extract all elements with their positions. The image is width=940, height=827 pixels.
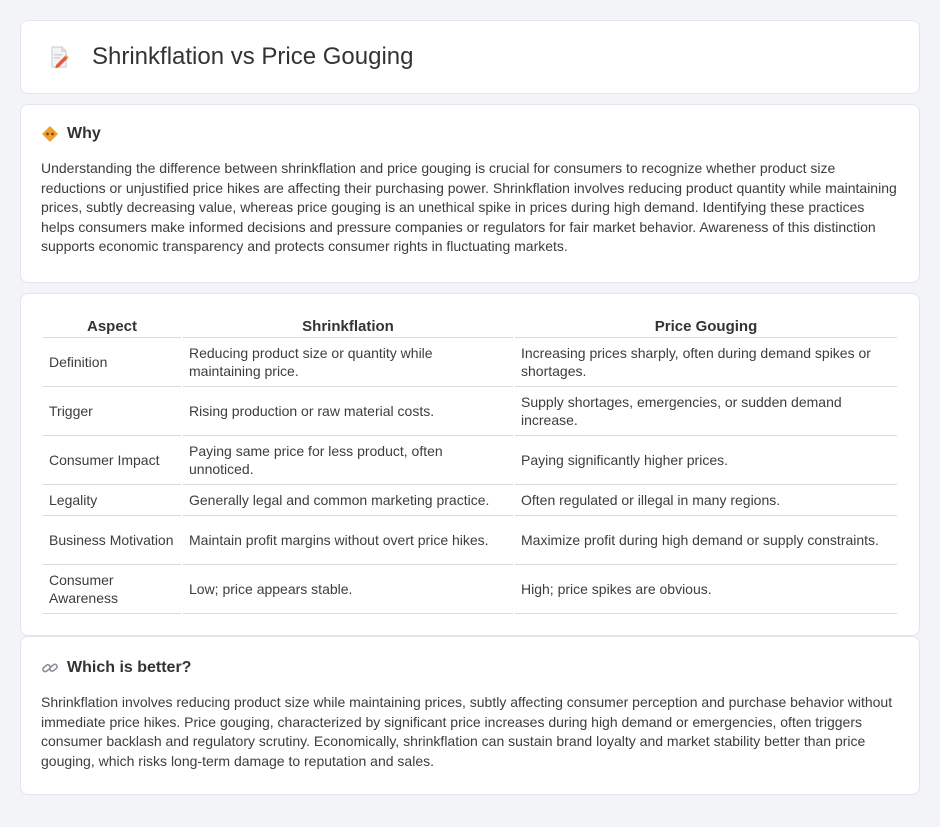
- why-heading: Why: [67, 125, 101, 142]
- shrinkflation-cell: Maintain profit margins without overt price hikes.: [183, 516, 513, 565]
- better-section: [20, 636, 920, 795]
- title-card: [20, 20, 920, 94]
- comparison-table: [41, 314, 899, 614]
- table-header-row: [43, 314, 897, 338]
- aspect-cell: Consumer Awareness: [43, 565, 181, 614]
- table-row: [43, 387, 897, 436]
- document-pencil-icon: [47, 45, 71, 69]
- why-section: [20, 104, 920, 283]
- why-header: [41, 125, 899, 143]
- better-heading: Which is better?: [67, 659, 192, 676]
- header-shrinkflation: Shrinkflation: [183, 314, 513, 338]
- table-row: [43, 338, 897, 387]
- gouging-cell: Supply shortages, emergencies, or sudden demand increase.: [515, 387, 897, 436]
- gouging-cell: High; price spikes are obvious.: [515, 565, 897, 614]
- header-aspect: Aspect: [43, 314, 181, 338]
- link-icon: [41, 659, 59, 677]
- gouging-cell: Maximize profit during high demand or supply constraints.: [515, 516, 897, 565]
- shrinkflation-cell: Low; price appears stable.: [183, 565, 513, 614]
- gouging-cell: Increasing prices sharply, often during demand spikes or shortages.: [515, 338, 897, 387]
- aspect-cell: Consumer Impact: [43, 436, 181, 485]
- shrinkflation-cell: Reducing product size or quantity while maintaining price.: [183, 338, 513, 387]
- header-price-gouging: Price Gouging: [515, 314, 897, 338]
- aspect-cell: Legality: [43, 485, 181, 516]
- gouging-cell: Paying significantly higher prices.: [515, 436, 897, 485]
- table-row: [43, 516, 897, 565]
- shrinkflation-cell: Paying same price for less product, often unnoticed.: [183, 436, 513, 485]
- aspect-cell: Business Motivation: [43, 516, 181, 565]
- comparison-section: [20, 293, 920, 636]
- aspect-cell: Trigger: [43, 387, 181, 436]
- gouging-cell: Often regulated or illegal in many regions.: [515, 485, 897, 516]
- page-title: Shrinkflation vs Price Gouging: [92, 43, 414, 70]
- table-row: [43, 565, 897, 614]
- why-body: Understanding the difference between shrinkflation and price gouging is crucial for consumers to recognize whether product size reductions or unjustified price hikes are affecting their purchasing power. Shrinkflation involves reducing product quantity while maintaining prices, subtly decreasing value, whereas price gouging is an unethical spike in prices during high demand. Identifying these practices helps consumers make informed decisions and pressure companies or regulators for fair market behavior. Awareness of this distinction supports economic transparency and protects consumer rights in fluctuating markets.: [41, 160, 897, 254]
- table-row: [43, 436, 897, 485]
- table-row: [43, 485, 897, 516]
- shrinkflation-cell: Generally legal and common marketing practice.: [183, 485, 513, 516]
- diamond-warning-icon: [41, 125, 59, 143]
- better-body: Shrinkflation involves reducing product size while maintaining prices, subtly affecting consumer perception and purchase behavior without immediate price hikes. Price gouging, characterized by significant price increases during high demand or emergencies, often triggers consumer backlash and regulatory scrutiny. Economically, shrinkflation can sustain brand loyalty and market stability better than price gouging, which risks long-term damage to reputation and sales.: [41, 694, 893, 769]
- shrinkflation-cell: Rising production or raw material costs.: [183, 387, 513, 436]
- aspect-cell: Definition: [43, 338, 181, 387]
- better-header: [41, 659, 899, 677]
